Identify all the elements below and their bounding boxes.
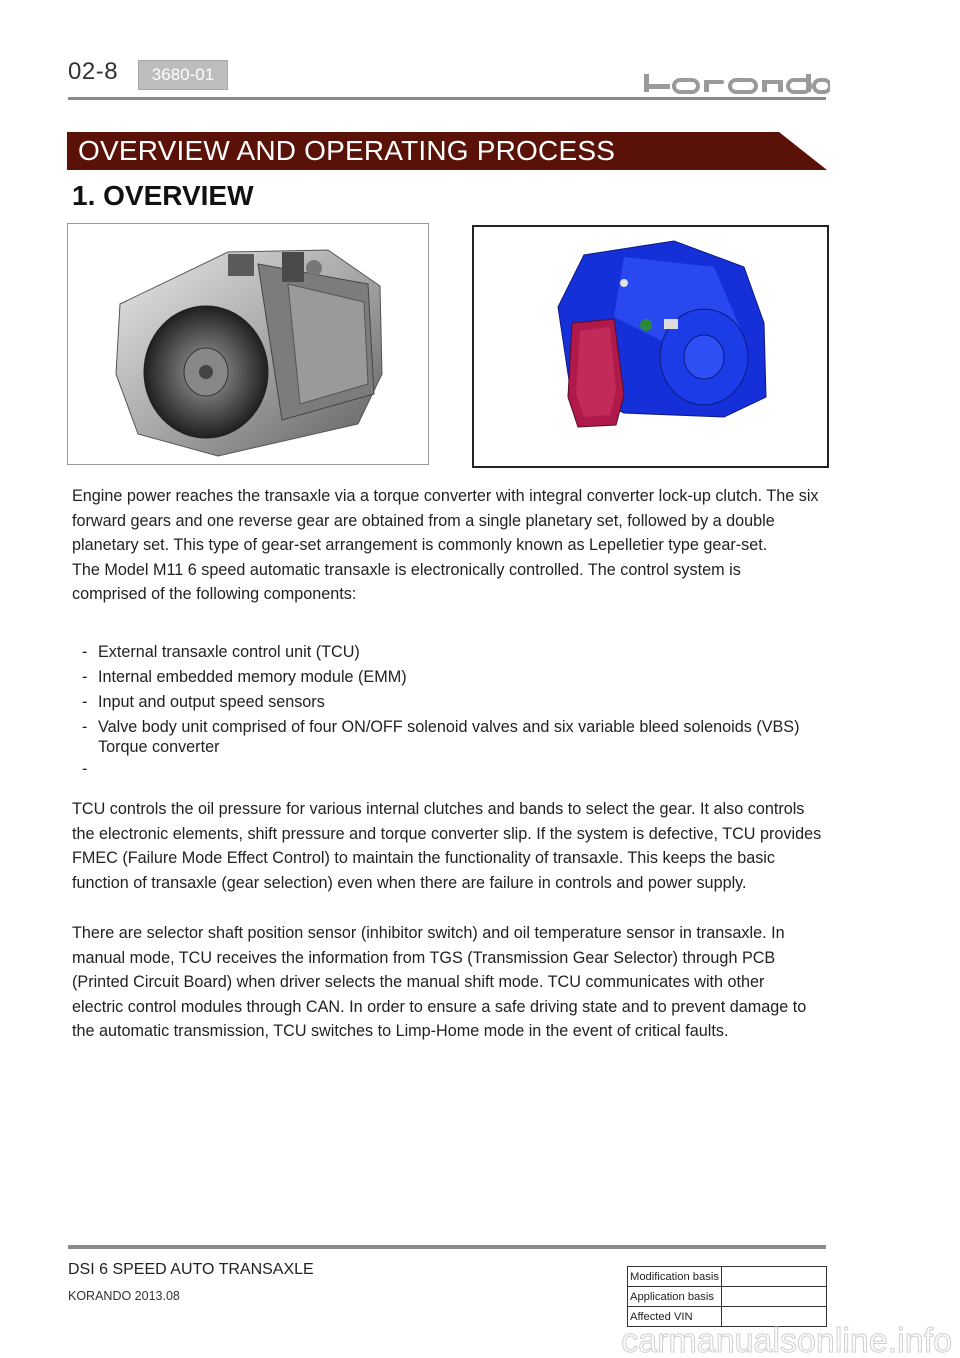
component-list [82, 640, 842, 760]
table-row [628, 1267, 827, 1287]
list-item: - External transaxle control unit (TCU) [82, 643, 360, 661]
text-line: The Model M11 6 speed automatic transaxle is electronically controlled. The control system is [72, 560, 741, 579]
text-line: the automatic transmission, TCU switches to Limp-Home mode in the event of critical faults. [72, 1022, 729, 1040]
text-line: There are selector shaft position sensor (inhibitor switch) and oil temperature sensor in transaxle. In [72, 924, 785, 942]
text-line: planetary set. This type of gear-set arrangement is commonly known as Lepelletier type gear-set. [72, 536, 768, 554]
transaxle-photo-drawing [68, 224, 428, 464]
text-line: function of transaxle (gear selection) even when there are failure in controls and power supply. [72, 873, 747, 892]
doc-code-badge: 3680-01 [138, 60, 228, 90]
intro-paragraph [72, 484, 832, 607]
footer-rule [68, 1245, 826, 1249]
transaxle-photo [67, 223, 429, 465]
text-line: TCU controls the oil pressure for various internal clutches and bands to select the gear. It also controls [72, 800, 805, 818]
table-cell [721, 1287, 826, 1307]
text-line: forward gears and one reverse gear are obtained from a single planetary set, followed by a double [72, 511, 775, 530]
korando-logo [644, 72, 830, 94]
svg-text:korando: korando [644, 72, 648, 73]
list-item: Torque converter [98, 738, 220, 756]
header-rule [68, 97, 826, 100]
transaxle-color-rendering [472, 225, 829, 468]
section-title: OVERVIEW AND OPERATING PROCESS [78, 135, 616, 166]
text-line: comprised of the following components: [72, 585, 357, 603]
table-cell: Affected VIN [628, 1307, 722, 1327]
text-line: Engine power reaches the transaxle via a torque converter with integral converter lock-up clutch. The six [72, 487, 819, 505]
watermark [0, 1320, 960, 1358]
table-cell [721, 1267, 826, 1287]
table-cell: Modification basis [628, 1267, 722, 1287]
list-item: - Valve body unit comprised of four ON/OFF solenoid valves and six variable bleed solenoids (VBS) [82, 718, 800, 736]
transaxle-rendering-drawing [474, 227, 827, 466]
text-line: manual mode, TCU receives the information from TGS (Transmission Gear Selector) through PCB [72, 948, 776, 967]
tcu-paragraph [72, 797, 832, 895]
info-table [627, 1266, 827, 1327]
text-line: (Printed Circuit Board) when driver selects the manual shift mode. TCU communicates with other [72, 973, 765, 991]
footer-date: KORANDO 2013.08 [68, 1289, 180, 1303]
svg-text:carmanualsonline.info: carmanualsonline.info [621, 1322, 952, 1358]
footer-title: DSI 6 SPEED AUTO TRANSAXLE [68, 1261, 314, 1278]
list-dash: - [82, 760, 88, 778]
table-cell: Application basis [628, 1287, 722, 1307]
overview-heading: 1. OVERVIEW [72, 180, 254, 211]
list-item: - Internal embedded memory module (EMM) [82, 668, 407, 686]
list-item: - Input and output speed sensors [82, 693, 325, 711]
text-line: FMEC (Failure Mode Effect Control) to maintain the functionality of transaxle. This keeps the basic [72, 849, 775, 867]
table-row [628, 1287, 827, 1307]
sensor-paragraph [72, 921, 832, 1044]
page-number: 02-8 [68, 58, 119, 85]
text-line: the electronic elements, shift pressure and torque converter slip. If the system is defective, TCU provides [72, 824, 822, 843]
text-line: electric control modules through CAN. In order to ensure a safe driving state and to prevent damage to [72, 997, 807, 1016]
